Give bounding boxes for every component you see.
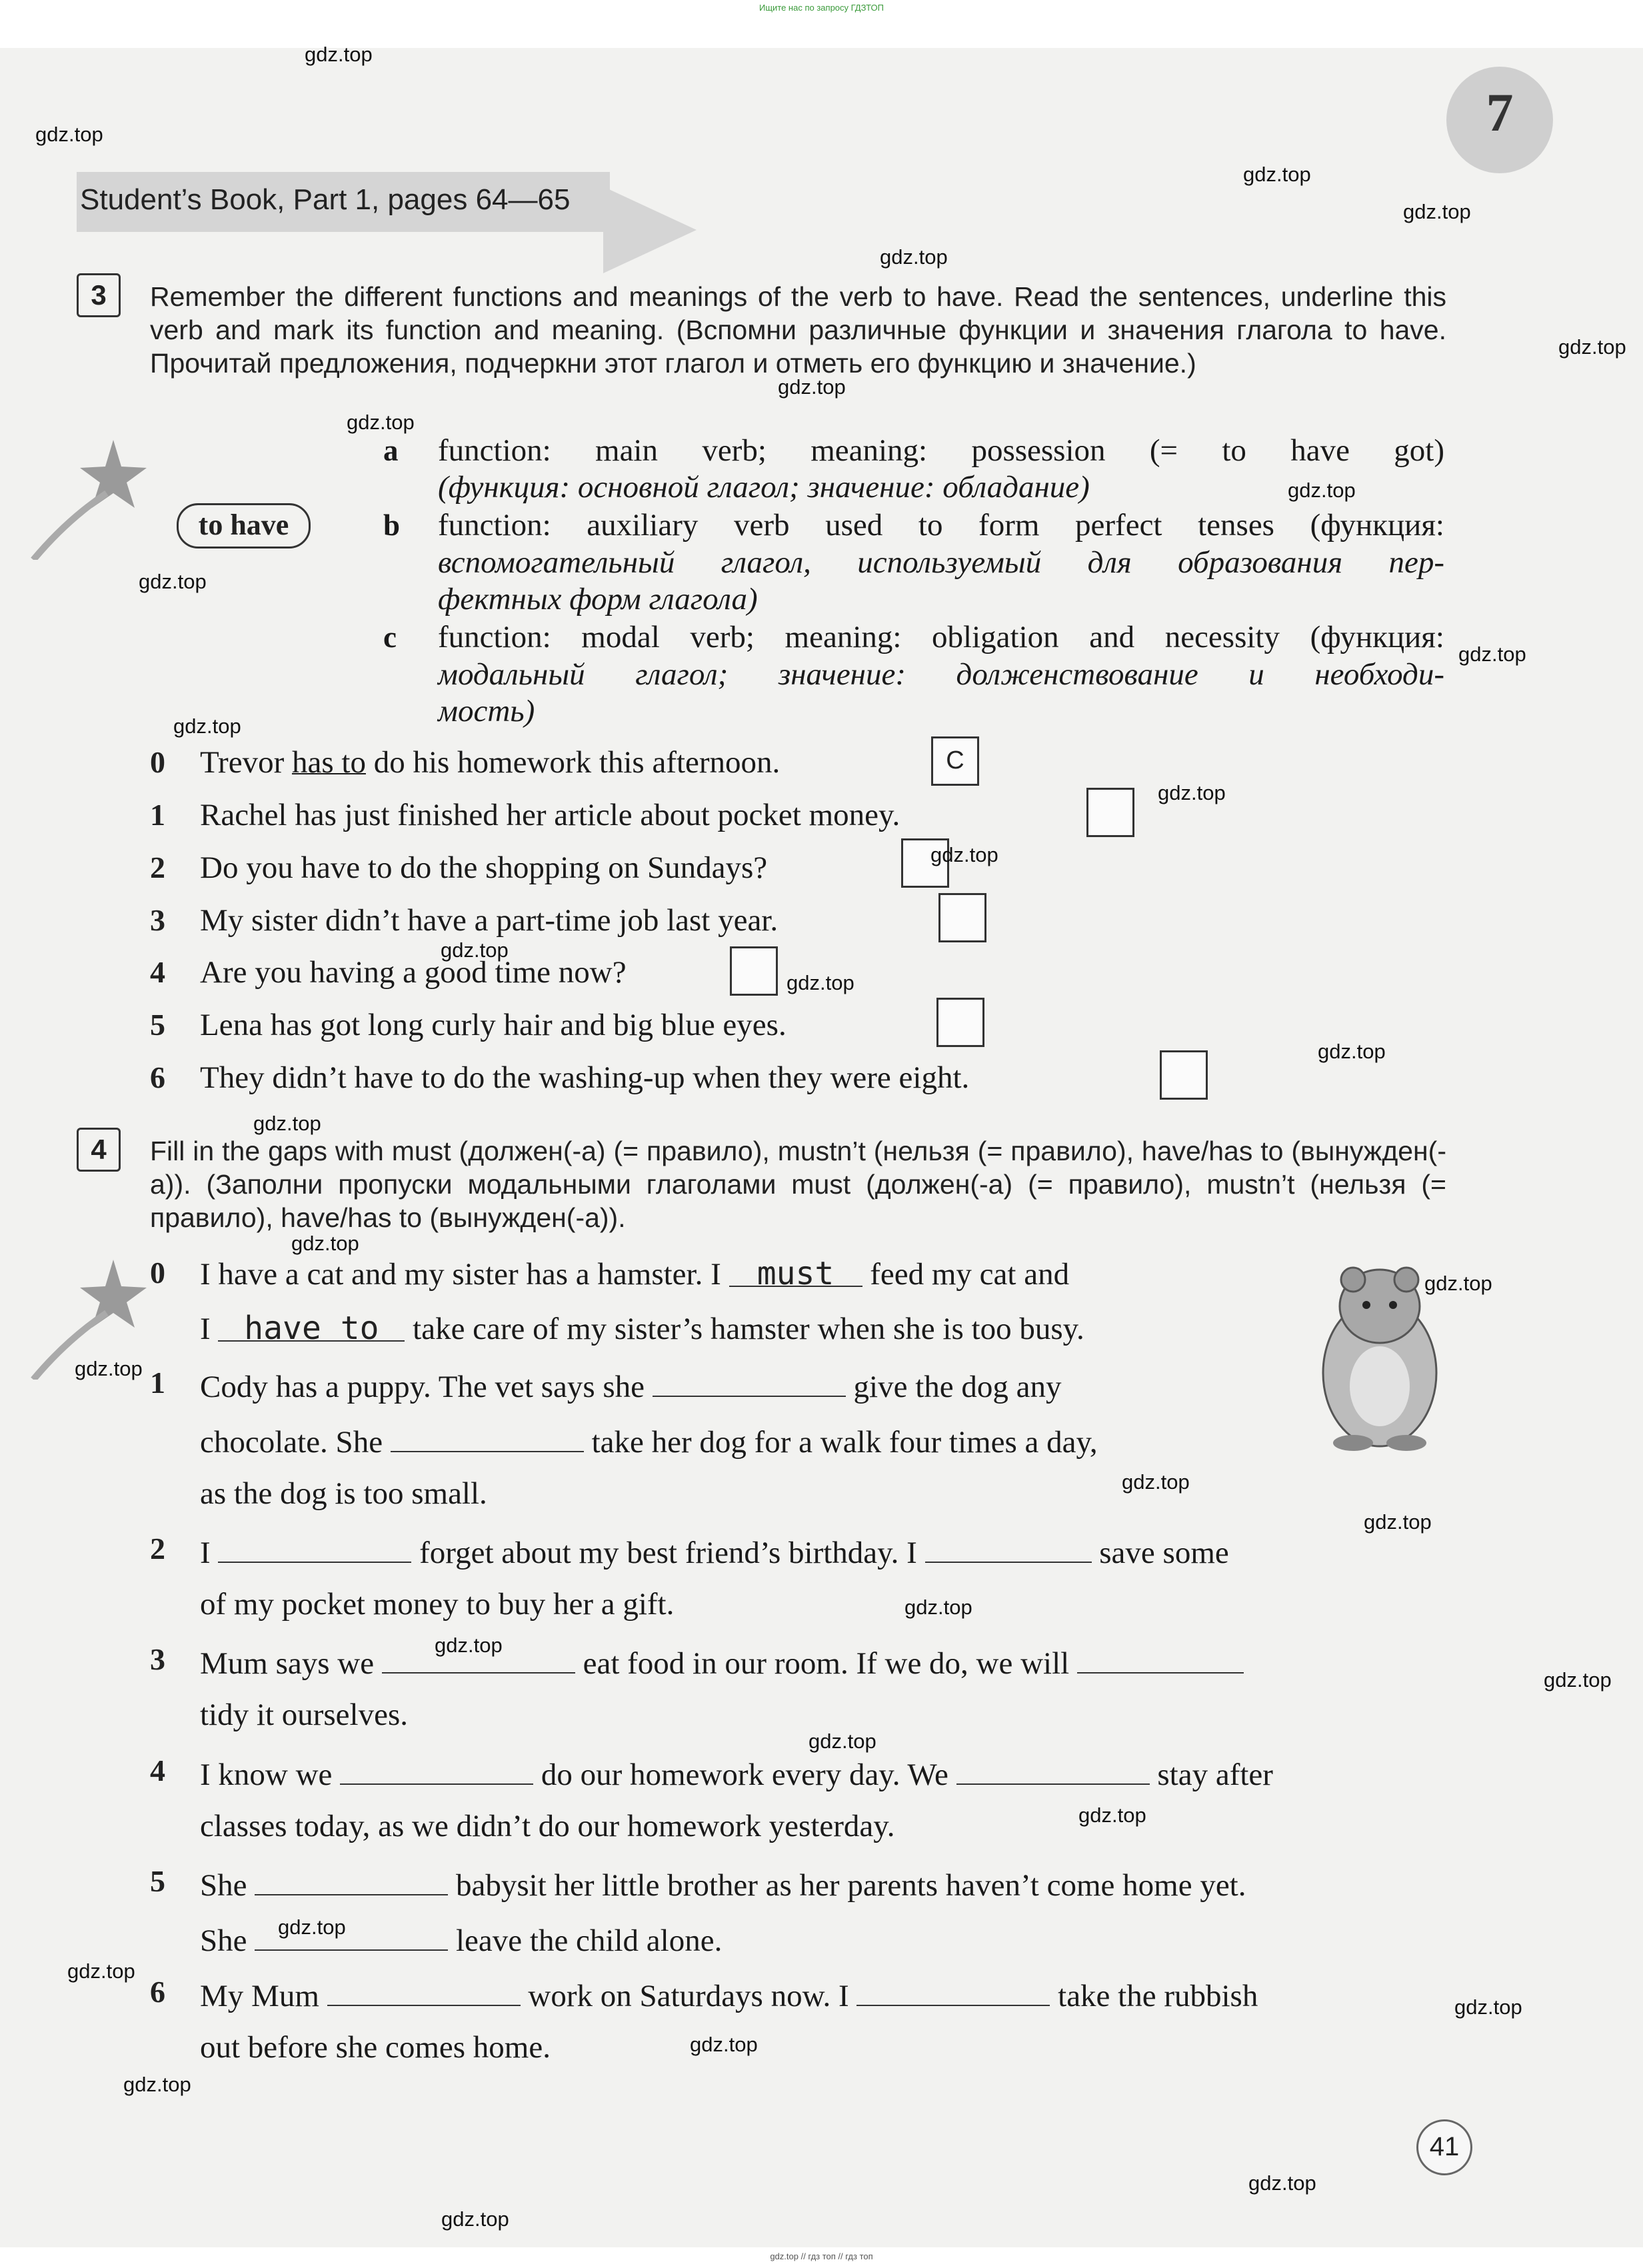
gap-answer[interactable]: have to: [218, 1310, 405, 1342]
gap-blank[interactable]: [255, 1863, 448, 1895]
gap-line-1a: Cody has a puppy. The vet says she give the dog any: [200, 1365, 1062, 1405]
item-number: 4: [150, 1753, 165, 1787]
answer-box[interactable]: [938, 893, 986, 942]
watermark: gdz.top: [1558, 335, 1626, 359]
item-number: 0: [150, 1256, 165, 1290]
item-number: 5: [150, 1008, 165, 1042]
watermark: gdz.top: [75, 1357, 143, 1380]
watermark: gdz.top: [139, 570, 207, 593]
watermark: gdz.top: [123, 2073, 191, 2096]
item-number: 2: [150, 850, 165, 884]
item-number: 5: [150, 1864, 165, 1898]
answer-box[interactable]: [730, 946, 778, 996]
gap-blank[interactable]: [856, 1974, 1050, 2006]
answer-box[interactable]: C: [931, 736, 979, 786]
item-number: 1: [150, 1366, 165, 1400]
watermark: gdz.top: [35, 123, 103, 146]
watermark: gdz.top: [278, 1915, 346, 1939]
banner-arrow-icon: [603, 187, 697, 273]
gap-line-5b: She leave the child alone.: [200, 1919, 722, 1959]
watermark: gdz.top: [1364, 1510, 1432, 1534]
verb-label: to have: [177, 503, 311, 549]
sentence-1: Rachel has just finished her article about pocket money.: [200, 798, 900, 832]
watermark: gdz.top: [1403, 200, 1471, 223]
option-letter: a: [383, 434, 399, 467]
gap-line-6b: out before she comes home.: [200, 2030, 551, 2065]
site-top-note: Ищите нас по запросу ГДЗТОП: [759, 3, 884, 13]
sentence-0: Trevor has to do his homework this afternoon.: [200, 745, 781, 780]
gap-blank[interactable]: [956, 1753, 1150, 1785]
gap-line-3a: Mum says we eat food in our room. If we do, we will: [200, 1642, 1244, 1682]
banner-text: Student’s Book, Part 1, pages 64—65: [80, 183, 571, 216]
watermark: gdz.top: [435, 1634, 503, 1657]
gap-blank[interactable]: [327, 1974, 521, 2006]
answer-box[interactable]: [936, 998, 984, 1047]
item-number: 0: [150, 745, 165, 779]
option-letter: c: [383, 620, 397, 654]
sentence-5: Lena has got long curly hair and big blue eyes.: [200, 1008, 787, 1042]
gap-blank[interactable]: [391, 1420, 584, 1452]
watermark: gdz.top: [1288, 479, 1356, 502]
watermark: gdz.top: [1158, 781, 1226, 804]
watermark: gdz.top: [1318, 1040, 1386, 1063]
item-number: 6: [150, 1060, 165, 1094]
option-b-line1: function: auxiliary verb used to form perfect tenses (функция:: [438, 508, 1444, 543]
gap-line-1b: chocolate. She take her dog for a walk four times a day,: [200, 1420, 1098, 1460]
exercise-number: 3: [77, 273, 121, 317]
exercise-4-instruction: Fill in the gaps with must (должен(-а) (= правило), mustn’t (нельзя (= правило), have/has to (вынужден(-а)). (Заполни пропуски модальными глаголами must (должен(-а) (= правило), mustn’t (нельзя (= правило), have/has to (вынужден(-а)).: [150, 1136, 1446, 1233]
gap-blank[interactable]: [340, 1753, 533, 1785]
watermark: gdz.top: [441, 2207, 509, 2231]
watermark: gdz.top: [787, 971, 854, 994]
option-b-line2: вспомогательный глагол, используемый для образования пер-: [438, 545, 1444, 580]
site-bottom-note: gdz.top // гдз топ // гдз топ: [770, 2251, 873, 2261]
watermark: gdz.top: [253, 1112, 321, 1135]
exercise-3-instruction: Remember the different functions and meanings of the verb to have. Read the sentences, underline this verb and mark its function and meaning. (Вспомни различные функции и значения глагола to have. Прочитай предложения, подчеркни этот глагол и отметь его функцию и значение.): [150, 281, 1446, 379]
watermark: gdz.top: [1454, 1995, 1522, 2019]
gap-blank[interactable]: [1077, 1642, 1244, 1674]
page-number: 41: [1416, 2119, 1472, 2175]
gap-line-6a: My Mum work on Saturdays now. I take the rubbish: [200, 1974, 1258, 2014]
option-c-line1: function: modal verb; meaning: obligation and necessity (функция:: [438, 620, 1444, 654]
watermark: gdz.top: [67, 1959, 135, 1983]
watermark: gdz.top: [173, 714, 241, 738]
gap-line-4b: classes today, as we didn’t do our homework yesterday.: [200, 1809, 895, 1843]
watermark: gdz.top: [1424, 1272, 1492, 1295]
option-c-line3: мость): [438, 694, 535, 728]
gap-line-3b: tidy it ourselves.: [200, 1698, 408, 1732]
option-a-line1: function: main verb; meaning: possession (= to have got): [438, 433, 1444, 468]
sentence-4: Are you having a good time now?: [200, 955, 627, 990]
item-number: 2: [150, 1532, 165, 1566]
option-a-line2: (функция: основной глагол; значение: обладание): [438, 470, 1090, 505]
watermark: gdz.top: [1458, 642, 1526, 666]
unit-number: 7: [1486, 82, 1514, 143]
watermark: gdz.top: [291, 1232, 359, 1255]
answer-box[interactable]: [1160, 1050, 1208, 1100]
gap-blank[interactable]: [925, 1531, 1092, 1563]
watermark: gdz.top: [305, 43, 373, 66]
option-c-line2: модальный глагол; значение: долженствование и необходи-: [438, 657, 1444, 692]
watermark: gdz.top: [930, 843, 998, 866]
item-number: 4: [150, 955, 165, 989]
watermark: gdz.top: [1248, 2171, 1316, 2195]
gap-blank[interactable]: [653, 1365, 846, 1397]
gap-line-0a: I have a cat and my sister has a hamster. I must feed my cat and: [200, 1255, 1070, 1292]
watermark: gdz.top: [809, 1729, 876, 1753]
gap-line-2b: of my pocket money to buy her a gift.: [200, 1587, 675, 1622]
item-number: 6: [150, 1975, 165, 2009]
watermark: gdz.top: [1544, 1668, 1612, 1692]
watermark: gdz.top: [1122, 1470, 1190, 1494]
watermark: gdz.top: [1243, 163, 1311, 186]
watermark: gdz.top: [880, 245, 948, 269]
gap-line-5a: She babysit her little brother as her parents haven’t come home yet.: [200, 1863, 1246, 1903]
sentence-6: They didn’t have to do the washing-up when they were eight.: [200, 1060, 970, 1095]
sentence-2: Do you have to do the shopping on Sundays?: [200, 850, 768, 885]
option-letter: b: [383, 509, 401, 542]
gap-line-2a: I forget about my best friend’s birthday. I save some: [200, 1531, 1229, 1571]
watermark: gdz.top: [441, 938, 509, 962]
watermark: gdz.top: [904, 1596, 972, 1619]
gap-line-4a: I know we do our homework every day. We stay after: [200, 1753, 1273, 1793]
watermark: gdz.top: [690, 2033, 758, 2056]
option-b-line3: фектных форм глагола): [438, 582, 758, 616]
item-number: 3: [150, 903, 165, 937]
gap-answer[interactable]: must: [729, 1255, 862, 1287]
gap-line-1c: as the dog is too small.: [200, 1476, 487, 1511]
answer-box[interactable]: [1086, 788, 1134, 837]
gap-line-0b: I have to take care of my sister’s hamster when she is too busy.: [200, 1310, 1084, 1347]
item-number: 1: [150, 798, 165, 832]
watermark: gdz.top: [347, 411, 415, 434]
item-number: 3: [150, 1642, 165, 1676]
sentence-3: My sister didn’t have a part-time job last year.: [200, 903, 779, 938]
gap-blank[interactable]: [218, 1531, 411, 1563]
watermark: gdz.top: [778, 375, 846, 399]
exercise-number: 4: [77, 1128, 121, 1172]
star-decoration-icon: [27, 427, 147, 560]
watermark: gdz.top: [1078, 1803, 1146, 1827]
